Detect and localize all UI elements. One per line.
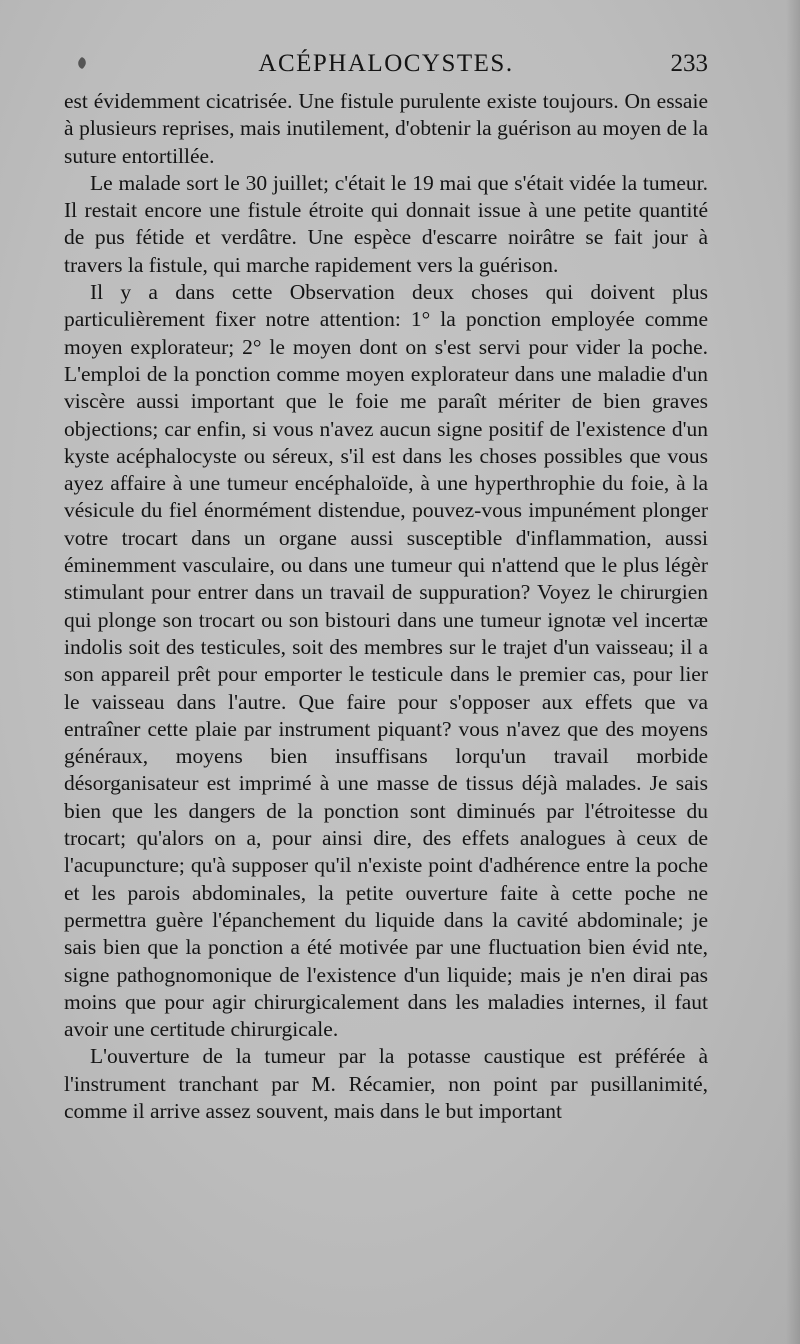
page-edge-shadow xyxy=(786,0,800,1344)
paragraph-2: Le malade sort le 30 juillet; c'était le 19 mai que s'était vidée la tumeur. Il restait encore une fistule étroite qui donnait issue à une petite quantité de pus fétide et verdâtre. Une espèce d'escarre noirâtre se fait jour à travers la fistule, qui marche rapidement vers la guérison. xyxy=(64,170,708,277)
paragraph-1: est évidemment cicatrisée. Une fistule purulente existe toujours. On essaie à plusieurs reprises, mais inutilement, d'obtenir la guérison au moyen de la suture entortillée. xyxy=(64,89,708,168)
running-title: ACÉPHALOCYSTES. xyxy=(258,50,514,77)
paragraph-4: L'ouverture de la tumeur par la potasse caustique est préférée à l'instrument tranchant par M. Récamier, non point par pusillanimité, comme il arrive assez souvent, mais dans le but important xyxy=(64,1044,708,1123)
page-header xyxy=(64,50,708,82)
body-text xyxy=(64,88,708,1125)
page-number: 233 xyxy=(670,50,708,77)
paragraph-3: Il y a dans cette Observation deux choses qui doivent plus particulièrement fixer notre attention: 1° la ponction employée comme moyen explorateur; 2° le moyen dont on s'est servi pour vider la poche. L'emploi de la ponction comme moyen explorateur dans une maladie d'un viscère aussi important que le foie me paraît mériter de bien graves objections; car enfin, si vous n'avez aucun signe positif de l'existence d'un kyste acéphalocyste ou séreux, s'il est dans les choses possibles que vous ayez affaire à une tumeur encéphaloïde, à une hyperthrophie du foie, à la vésicule du fiel énormément distendue, pouvez-vous impunément plonger votre trocart dans un organe aussi susceptible d'inflammation, aussi éminemment vasculaire, ou dans une tumeur qui n'attend que le plus légèr stimulant pour entrer dans un travail de suppuration? Voyez le chirurgien qui plonge son trocart ou son bistouri dans une tumeur ignotæ vel incertæ indolis soit des testicules, soit des membres sur le trajet d'un vaisseau; il a son appareil prêt pour emporter le testicule dans le premier cas, pour lier le vaisseau dans l'autre. Que faire pour s'opposer aux effets que va entraîner cette plaie par instrument piquant? vous n'avez que des moyens généraux, moyens bien insuffisans lorqu'un travail morbide désorganisateur est imprimé à une masse de tissus déjà malades. Je sais bien que les dangers de la ponction sont diminués par l'étroitesse du trocart; qu'alors on a, pour ainsi dire, des effets analogues à ceux de l'acupuncture; qu'à supposer qu'il n'existe point d'adhérence entre la poche et les parois abdominales, la petite ouverture faite à cette poche ne permettra guère l'épanchement du liquide dans la cavité abdominale; je sais bien que la ponction a été motivée par une fluctuation bien évid nte, signe pathognomonique de l'existence d'un liquide; mais je n'en dirai pas moins que pour agir chirurgicalement dans les maladies internes, il faut avoir une certitude chirurgicale. xyxy=(64,280,708,1042)
